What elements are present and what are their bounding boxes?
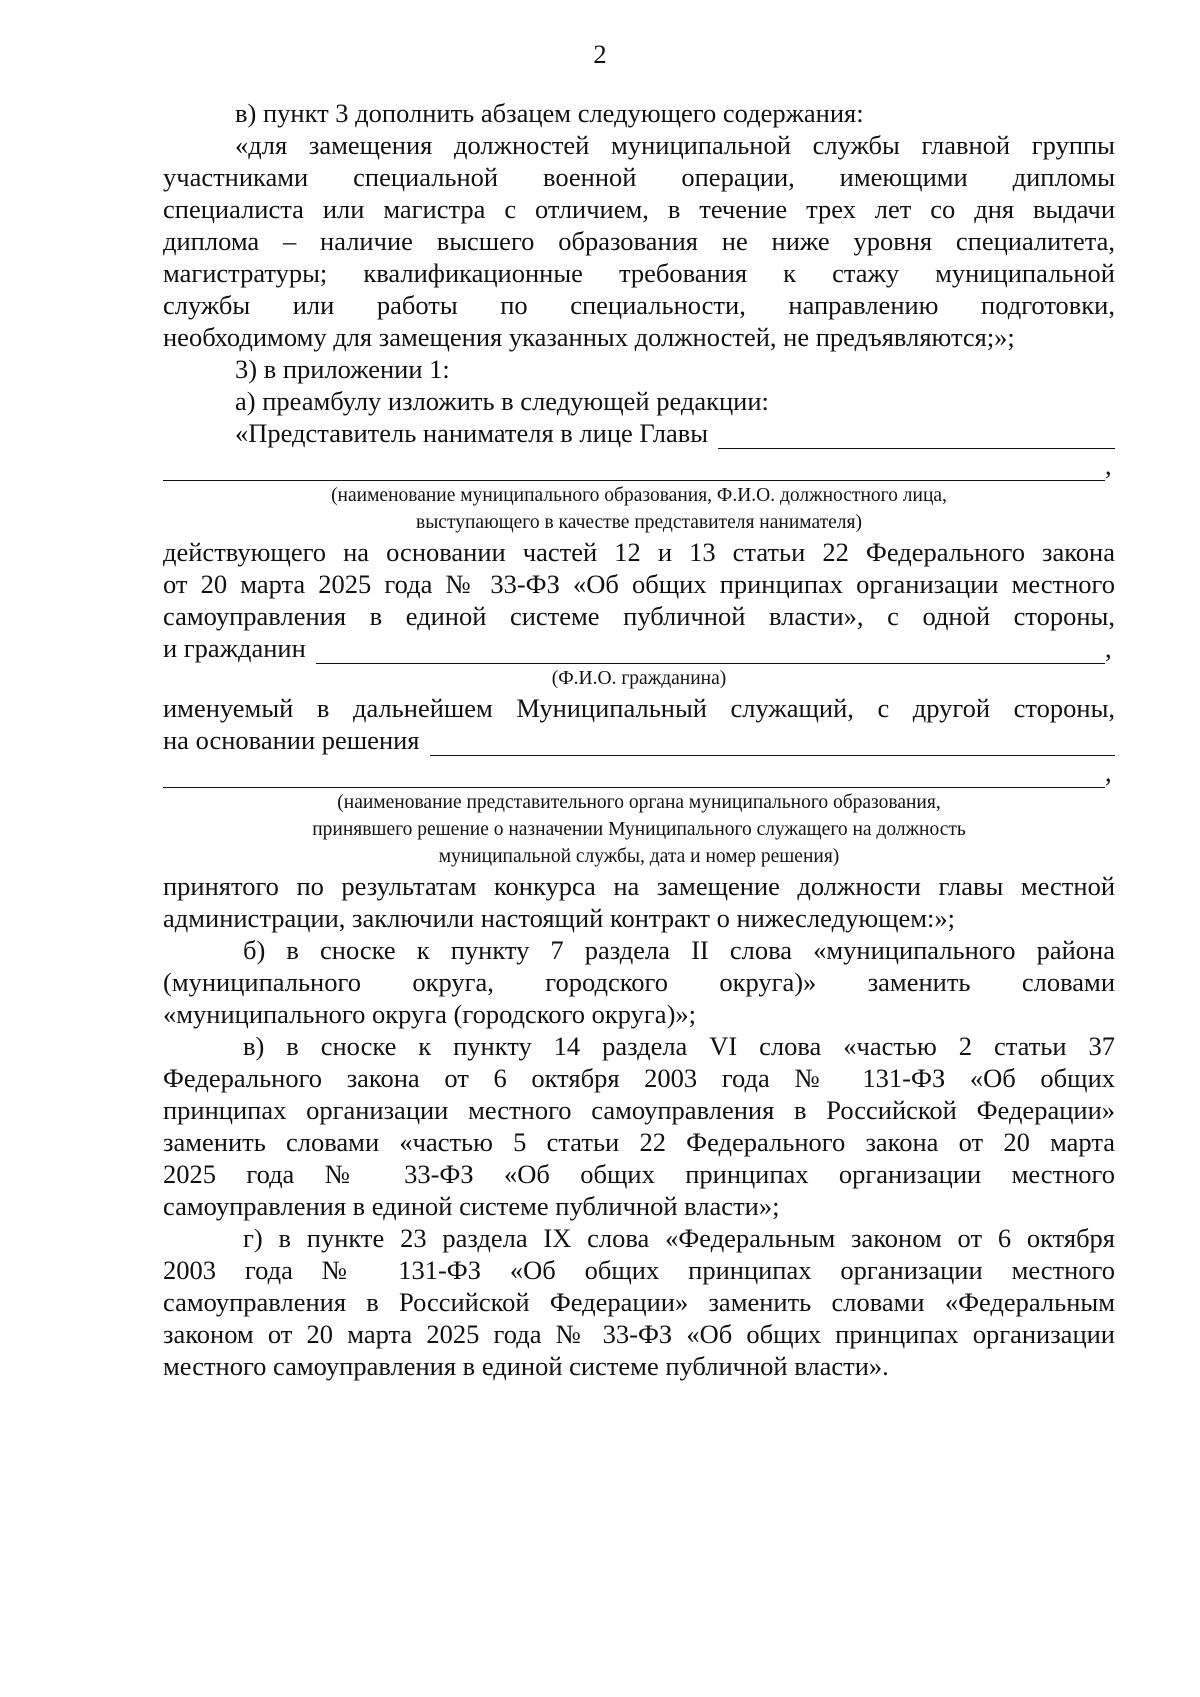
text-line: «для замещения должностей муниципальной службы главной группы	[235, 130, 1115, 160]
text-line: заменить словами «частью 5 статьи 22 Федерального закона от 20 марта	[163, 1127, 1115, 1157]
text-line: диплома – наличие высшего образования не ниже уровня специалитета,	[163, 226, 1115, 256]
caption-line: принявшего решение о назначении Муниципального служащего на должность	[312, 819, 966, 840]
text-line: администрации, заключили настоящий контракт о нижеследующем:»;	[163, 903, 956, 933]
text-line: необходимому для замещения указанных должностей, не предъявляются;»;	[163, 322, 1015, 352]
text-line: 2003 года № 131-ФЗ «Об общих принципах организации местного	[163, 1255, 1115, 1285]
fill-in-line-employer-cont	[163, 449, 1115, 481]
caption-line: муниципальной службы, дата и номер решения)	[438, 846, 840, 867]
blank-underline	[163, 454, 1105, 481]
comma: ,	[1105, 757, 1112, 787]
fill-in-line-decision-cont	[163, 756, 1115, 788]
text-line: б) в сноске к пункту 7 раздела II слова «муниципального района	[243, 935, 1115, 965]
text-line: Федерального закона от 6 октября 2003 года № 131-ФЗ «Об общих	[163, 1063, 1115, 1093]
caption-employer	[163, 481, 1115, 536]
blank-underline	[430, 729, 1116, 756]
text-line: «муниципального округа (городского округа)»;	[163, 999, 697, 1029]
text-line: местного самоуправления в единой системе публичной власти».	[163, 1351, 889, 1381]
text-line: (муниципального округа, городского округа)» заменить словами	[163, 967, 1115, 997]
blank-underline	[316, 637, 1105, 664]
text-line: принципах организации местного самоуправления в Российской Федерации»	[163, 1095, 1115, 1125]
text-line: г) в пункте 23 раздела IX слова «Федеральным законом от 6 октября	[243, 1223, 1115, 1253]
text-line: 3) в приложении 1:	[235, 354, 450, 384]
comma: ,	[1105, 450, 1112, 480]
caption-line: (Ф.И.О. гражданина)	[551, 668, 727, 689]
text-line: именуемый в дальнейшем Муниципальный служащий, с другой стороны,	[163, 693, 1115, 723]
text-line: законом от 20 марта 2025 года № 33-ФЗ «Об общих принципах организации	[163, 1319, 1115, 1349]
text-line: участниками специальной военной операции, имеющими дипломы	[163, 162, 1115, 192]
text-line: самоуправления в Российской Федерации» заменить словами «Федеральным	[163, 1287, 1115, 1317]
caption-line: выступающего в качестве представителя нанимателя)	[416, 512, 862, 533]
text-segment: «Представитель нанимателя в лице Главы	[235, 418, 709, 448]
text-line: самоуправления в единой системе публичной власти», с одной стороны,	[163, 601, 1115, 631]
fill-in-line-citizen	[163, 632, 1115, 664]
text-line: а) преамбулу изложить в следующей редакции:	[235, 386, 769, 416]
text-line: от 20 марта 2025 года № 33-ФЗ «Об общих принципах организации местного	[163, 569, 1115, 599]
caption-line: (наименование муниципального образования, Ф.И.О. должностного лица,	[331, 485, 947, 506]
text-segment: и гражданин	[163, 633, 306, 663]
caption-citizen	[163, 664, 1115, 692]
text-line: специалиста или магистра с отличием, в течение трех лет со дня выдачи	[163, 194, 1115, 224]
text-line: службы или работы по специальности, направлению подготовки,	[163, 290, 1115, 320]
blank-underline	[163, 761, 1105, 788]
page-number: 2	[593, 39, 607, 69]
blank-underline	[718, 422, 1115, 449]
text-line: в) пункт 3 дополнить абзацем следующего содержания:	[235, 98, 864, 128]
text-line: действующего на основании частей 12 и 13 статьи 22 Федерального закона	[163, 537, 1115, 567]
text-line: самоуправления в единой системе публичной власти»;	[163, 1191, 780, 1221]
text-line: принятого по результатам конкурса на замещение должности главы местной	[163, 871, 1115, 901]
document-body	[163, 97, 1115, 1382]
text-line: магистратуры; квалификационные требования к стажу муниципальной	[163, 258, 1115, 288]
caption-decision	[163, 788, 1115, 870]
comma: ,	[1105, 633, 1112, 663]
text-line: 2025 года № 33-ФЗ «Об общих принципах организации местного	[163, 1159, 1115, 1189]
fill-in-line-employer	[163, 417, 1115, 449]
fill-in-line-decision	[163, 724, 1115, 756]
text-line: в) в сноске к пункту 14 раздела VI слова «частью 2 статьи 37	[243, 1031, 1115, 1061]
caption-line: (наименование представительного органа муниципального образования,	[337, 792, 941, 813]
text-segment: на основании решения	[163, 725, 420, 755]
